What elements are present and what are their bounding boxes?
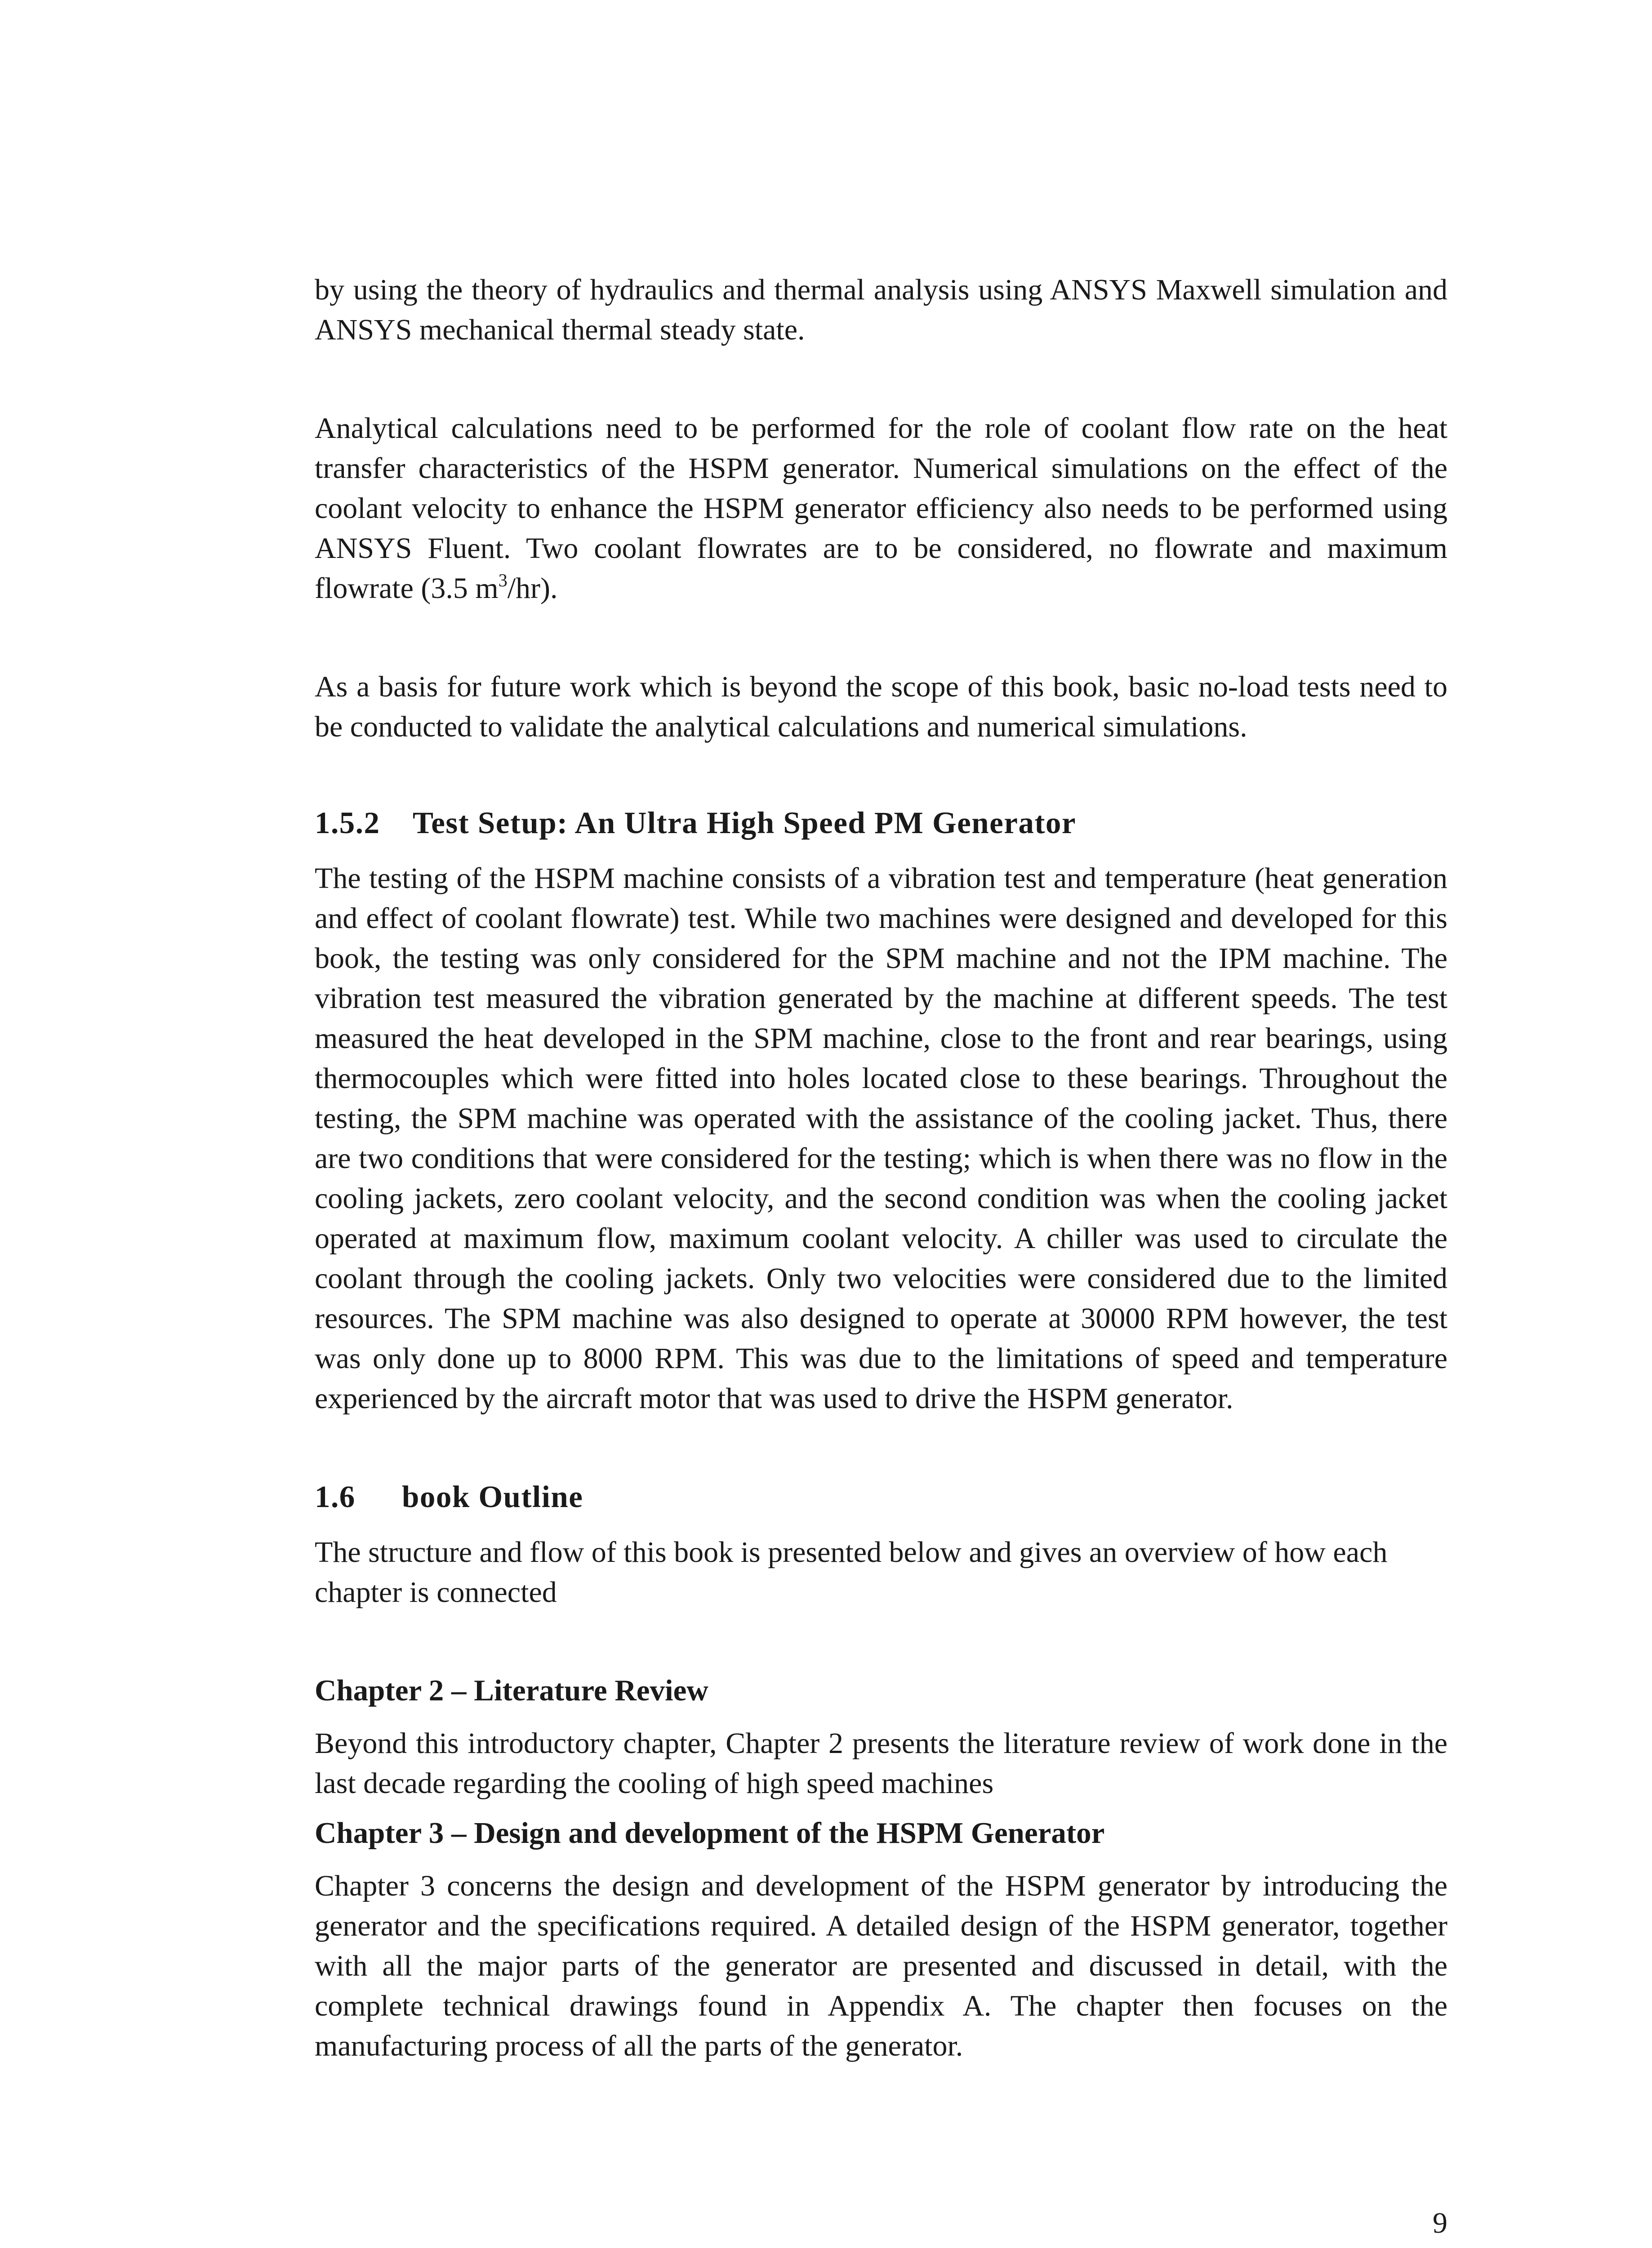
chapter-3-description: Chapter 3 concerns the design and development of the HSPM generator by introducing the generator and the specifications required. A detailed design of the HSPM generator, together with all the major parts of the generator are presented and discussed in detail, with the complete technical drawings found in Appendix A. The chapter then focuses on the manufacturing process of all the parts of the generator. <box>315 1869 1447 2062</box>
paragraph-analytical-text: Analytical calculations need to be performed for the role of coolant flow rate on the heat transfer characteristics of the HSPM generator. Numerical simulations on the effect of the coolant velocity to enhance the HSPM generator efficiency also needs to be performed using ANSYS Fluent. Two coolant flowrates are to be considered, no flowrate and maximum flowrate (3.5 m <box>315 412 1447 605</box>
paragraph-analytical-unit-end: /hr). <box>507 572 558 605</box>
paragraph-book-outline: The structure and flow of this book is presented below and gives an overview of how each chapter is connected <box>315 1536 1388 1609</box>
paragraph-future-work: As a basis for future work which is beyond the scope of this book, basic no-load tests need to be conducted to validate the analytical calculations and numerical simulations. <box>315 670 1447 743</box>
section-title: book Outline <box>402 1480 583 1514</box>
paragraph-methods-continued: by using the theory of hydraulics and thermal analysis using ANSYS Maxwell simulation and ANSYS mechanical thermal steady state. <box>315 273 1447 346</box>
chapter-2-heading: Chapter 2 – Literature Review <box>315 1674 708 1707</box>
section-heading-1-5-2 <box>315 803 1447 843</box>
chapter-3-heading: Chapter 3 – Design and development of the HSPM Generator <box>315 1816 1105 1850</box>
section-number: 1.5.2 <box>315 806 380 840</box>
section-heading-1-6 <box>315 1477 1447 1517</box>
paragraph-test-setup: The testing of the HSPM machine consists of a vibration test and temperature (heat generation and effect of coolant flowrate) test. While two machines were designed and developed for this book, the testing was only considered for the SPM machine and not the IPM machine. The vibration test measured the vibration generated by the machine at different speeds. The test measured the heat developed in the SPM machine, close to the front and rear bearings, using thermocouples which were fitted into holes located close to these bearings. Throughout the testing, the SPM machine was operated with the assistance of the cooling jacket. Thus, there are two conditions that were considered for the testing; which is when there was no flow in the cooling jackets, zero coolant velocity, and the second condition was when the cooling jacket operated at maximum flow, maximum coolant velocity. A chiller was used to circulate the coolant through the cooling jackets. Only two velocities were considered due to the limited resources. The SPM machine was also designed to operate at 30000 RPM however, the test was only done up to 8000 RPM. This was due to the limitations of speed and temperature experienced by the aircraft motor that was used to drive the HSPM generator. <box>315 862 1447 1415</box>
section-title: Test Setup: An Ultra High Speed PM Generator <box>413 806 1076 840</box>
paragraph-analytical-calculations <box>315 408 1447 608</box>
section-number: 1.6 <box>315 1480 356 1514</box>
page-number: 9 <box>1433 2207 1447 2239</box>
page-content <box>315 270 1447 2066</box>
superscript-exponent: 3 <box>498 570 508 590</box>
chapter-2-description: Beyond this introductory chapter, Chapter 2 presents the literature review of work done in the last decade regarding the cooling of high speed machines <box>315 1727 1447 1800</box>
